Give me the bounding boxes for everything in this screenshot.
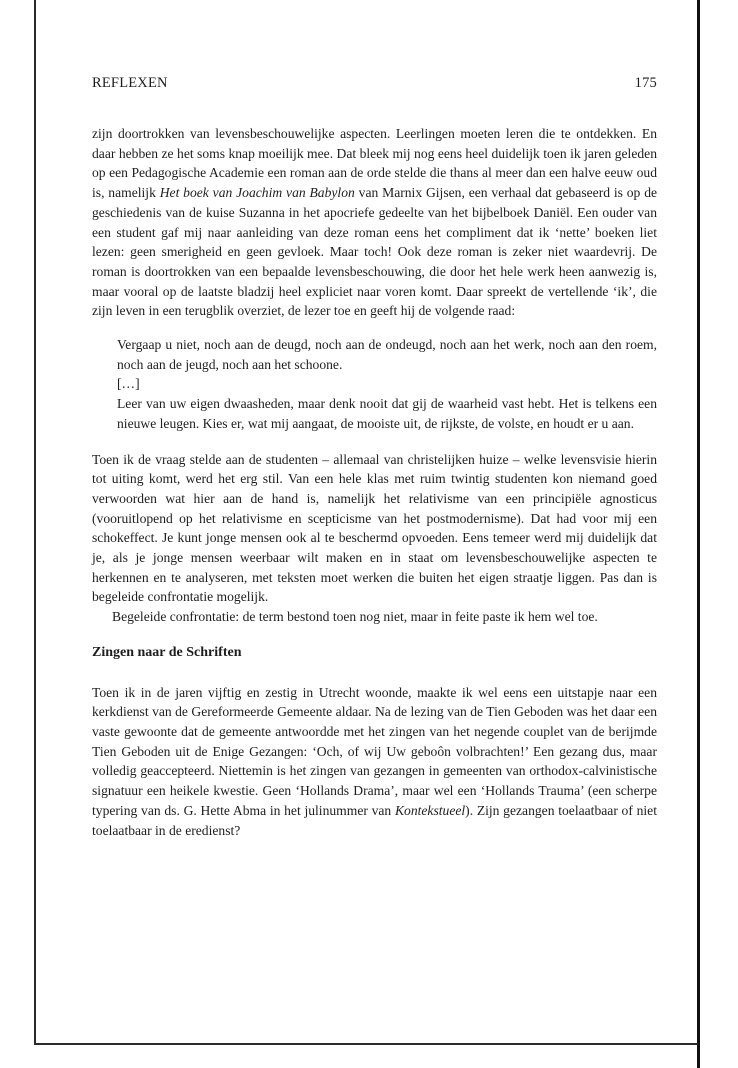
paragraph-intro-text: zijn doortrokken van levensbeschouwelijke aspecten. Leerlingen moeten leren die te ontdekken. En daar hebben ze het soms knap moeilijk mee. Dat bleek mij nog eens heel duidelijk toen ik jaren geleden op een Pedagogische Academie een roman aan de orde stelde die thans al meer dan een halve eeuw oud is, namelijk: [92, 126, 657, 201]
paragraph-students: Toen ik de vraag stelde aan de studenten – allemaal van christelijken huize – welke levensvisie hierin tot uiting komt, werd het erg stil. Van een hele klas met ruim twintig studenten kon niemand goed verwoorden wat hier aan de hand is, namelijk het relativisme van een principiële agnosticus (vooruitlopend op het relativisme en scepticisme van het postmodernisme). Dat had voor mij een schokeffect. Je kunt jonge mensen ook al te beschermd opvoeden. Eens temeer werd mij duidelijk dat je, als je jonge mensen weerbaar wilt maken en in staat om levensbeschouwelijke aspecten te herkennen en te analyseren, met teksten moet werken die buiten het eigen straatje liggen. Pas dan is begeleide confrontatie mogelijk.: [92, 451, 657, 605]
running-head: [92, 74, 657, 92]
quote-line-2: Leer van uw eigen dwaasheden, maar denk nooit dat gij de waarheid vast hebt. Het is telkens een nieuwe leugen. Kies er, wat mij aangaat, de mooiste uit, de rijkste, de volste, en houdt er u aan.: [117, 396, 657, 431]
paragraph-intro: [92, 124, 657, 321]
page-number: 175: [634, 75, 657, 91]
book-title: Het boek van Joachim van Babylon: [159, 185, 355, 201]
paragraph-intro-rest: van Marnix Gijsen, een verhaal dat gebaseerd is op de geschiedenis van de kuise Suzanna in het apocriefe gedeelte van het bijbelboek Daniël. Een ouder van een student gaf mij naar aanleiding van deze roman eens het compliment dat ik ‘nette’ boeken liet lezen: geen smerigheid en geen gevloek. Maar toch! Ook deze roman is zeker niet waardevrij. De roman is doortrokken van een bepaalde levensbeschouwing, die door het hele werk heen aanwezig is, maar vooral op de laatste bladzij heel expliciet naar voren komt. Daar spreekt de vertellende ‘ik’, die zijn leven in een terugblik overziet, de lezer toe en geeft hij de volgende raad:: [92, 185, 658, 319]
paragraph-confrontation: Begeleide confrontatie: de term bestond toen nog niet, maar in feite paste ik hem wel toe.: [112, 609, 598, 625]
scan-right-edge: [697, 0, 700, 1068]
book-page: [92, 74, 657, 840]
block-quote: [117, 335, 657, 434]
scan-left-edge: [34, 0, 36, 1045]
paragraph-utrecht-rest: ). Zijn gezangen toelaatbaar of niet toelaatbaar in de eredienst?: [92, 802, 657, 838]
paragraph-utrecht-text: Toen ik in de jaren vijftig en zestig in Utrecht woonde, maakte ik wel eens een uitstapje naar een kerkdienst van de Gereformeerde Gemeente aldaar. Na de lezing van de Tien Geboden was het daar een vaste gewoonte dat de gemeente antwoordde met het zingen van het negende couplet van de berijmde Tien Geboden uit de Enige Gezangen: ‘Och, of wij Uw geboôn volbrachten!’ Een gezang dus, maar volledig geaccepteerd. Niettemin is het zingen van gezangen in gemeenten van orthodox-calvinistische signatuur een heikele kwestie. Geen ‘Hollands Drama’, maar wel een ‘Hollands Trauma’ (een scherpe typering van ds. G. Hette Abma in het julinummer van: [92, 684, 657, 818]
scan-bottom-edge: [34, 1043, 698, 1045]
quote-line-1: Vergaap u niet, noch aan de deugd, noch aan de ondeugd, noch aan het werk, noch aan den roem, noch aan de jeugd, noch aan het schoone.: [117, 337, 657, 372]
paragraph-utrecht: [92, 683, 657, 841]
quote-ellipsis: […]: [117, 376, 140, 392]
section-heading: Zingen naar de Schriften: [92, 644, 242, 660]
journal-title: Kontekstueel: [394, 802, 466, 818]
running-title: REFLEXEN: [92, 75, 168, 91]
